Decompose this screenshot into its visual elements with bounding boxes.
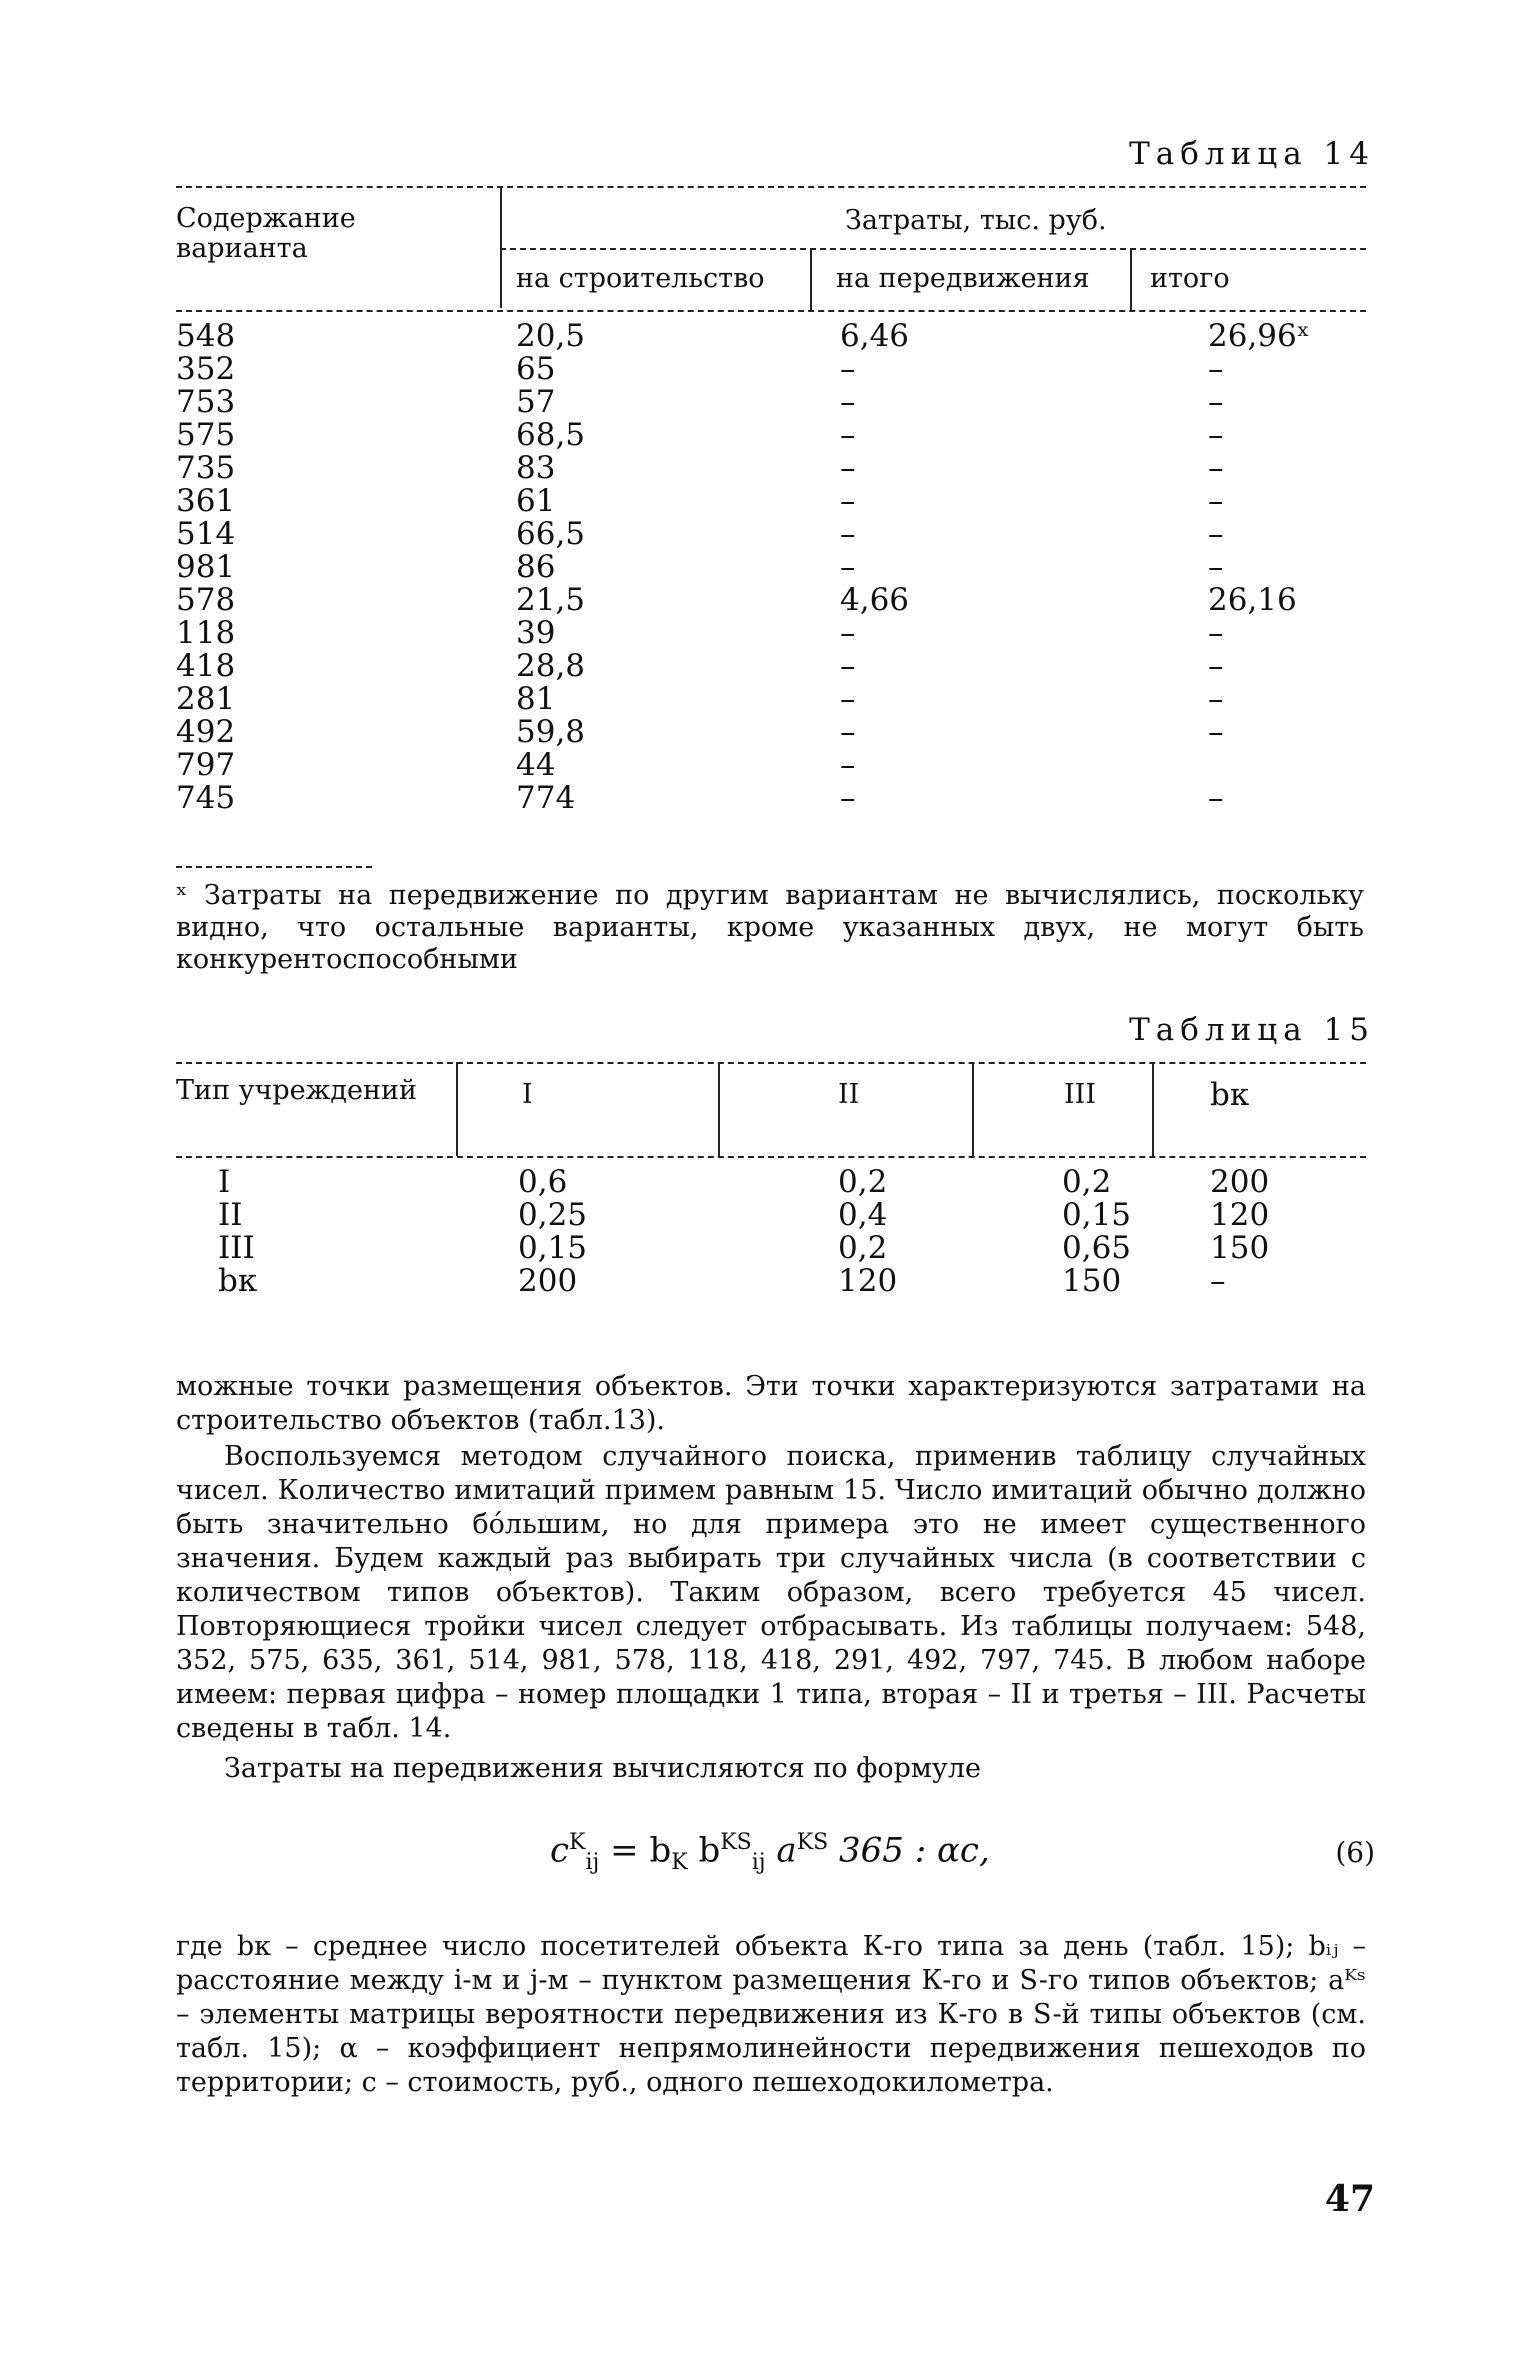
table-cell: 120 bbox=[838, 1263, 898, 1299]
table-cell: 735 bbox=[176, 450, 236, 486]
table15-vline-1 bbox=[456, 1062, 458, 1156]
formula-a-sup: KS bbox=[796, 1830, 829, 1855]
formula-eq: = b bbox=[599, 1830, 672, 1871]
table-cell: 0,6 bbox=[518, 1164, 568, 1200]
formula-a: a bbox=[765, 1830, 797, 1871]
table-cell: 26,16 bbox=[1208, 582, 1297, 618]
table-cell: 548 bbox=[176, 318, 236, 354]
table-cell: 200 bbox=[1210, 1164, 1270, 1200]
table-cell: – bbox=[840, 516, 856, 552]
table14-col-variant bbox=[176, 320, 235, 815]
table-cell: 81 bbox=[516, 681, 556, 717]
paragraph-where: где bк – среднее число посетителей объекта К-го типа за день (табл. 15); bᵢⱼ – расстояние между i-м и j-м – пунктом размещения К-го и S-го типов объектов; aᴷˢ – элементы матрицы вероятности передвижения из К-го в S-й типы объектов (см. табл. 15); α – коэффициент непрямолинейности передвижения пешеходов по территории; c – стоимость, руб., одного пешеходокилометра. bbox=[176, 1931, 1366, 2098]
table-cell: – bbox=[840, 417, 856, 453]
table-cell: – bbox=[1208, 483, 1224, 519]
table-cell: 774 bbox=[516, 780, 576, 816]
table14-header-total: итого bbox=[1150, 263, 1230, 294]
table-cell: 281 bbox=[176, 681, 236, 717]
table-cell: 981 bbox=[176, 549, 236, 585]
table15-header-c4: bк bbox=[1210, 1077, 1250, 1113]
table-cell: – bbox=[1208, 384, 1224, 420]
table-cell: 28,8 bbox=[516, 648, 586, 684]
table-cell: 514 bbox=[176, 516, 236, 552]
formula-b2: b bbox=[687, 1830, 721, 1871]
table-cell: 20,5 bbox=[516, 318, 586, 354]
table-cell: 21,5 bbox=[516, 582, 586, 618]
table14-col-total bbox=[1208, 320, 1310, 815]
table14-vline-1 bbox=[500, 186, 502, 308]
table-cell: I bbox=[218, 1164, 231, 1200]
formula-tail: 365 : αc, bbox=[828, 1830, 990, 1871]
paragraph-1: можные точки размещения объектов. Эти точки характеризуются затратами на строительство объектов (табл.13). bbox=[176, 1371, 1366, 1436]
table-cell: – bbox=[840, 714, 856, 750]
table-cell: – bbox=[840, 780, 856, 816]
table-cell: III bbox=[218, 1230, 255, 1266]
table14-header-bottom-rule bbox=[176, 310, 1366, 312]
table15-col-c1 bbox=[518, 1166, 587, 1298]
table-cell: 578 bbox=[176, 582, 236, 618]
table-cell: – bbox=[1208, 417, 1224, 453]
table15-header-c1: I bbox=[522, 1079, 533, 1110]
page-number: 47 bbox=[1324, 2178, 1375, 2220]
formula-lhs-sup: K bbox=[569, 1830, 586, 1855]
table-cell: – bbox=[1208, 351, 1224, 387]
table14-col-movement bbox=[840, 320, 909, 815]
table-cell: 26,96ˣ bbox=[1208, 318, 1310, 354]
table-cell: 61 bbox=[516, 483, 556, 519]
formula-6 bbox=[550, 1830, 990, 1875]
table-cell: 66,5 bbox=[516, 516, 586, 552]
paragraph-3: Затраты на передвижения вычисляются по формуле bbox=[224, 1753, 981, 1784]
table14-vline-2 bbox=[810, 250, 812, 310]
table-cell: 44 bbox=[516, 747, 556, 783]
table-cell: – bbox=[1208, 780, 1224, 816]
table-cell: – bbox=[840, 483, 856, 519]
table15-header-c3: III bbox=[1064, 1079, 1096, 1110]
table-cell: – bbox=[840, 747, 856, 783]
table-cell: 0,4 bbox=[838, 1197, 888, 1233]
table-cell: 57 bbox=[516, 384, 556, 420]
table-cell: II bbox=[218, 1197, 243, 1233]
footnote: ˣ Затраты на передвижение по другим вариантам не вычислялись, поскольку видно, что остальные варианты, кроме указанных двух, не могут быть конкурентоспособными bbox=[176, 880, 1364, 975]
table-cell: 0,15 bbox=[518, 1230, 588, 1266]
table-cell: 118 bbox=[176, 615, 236, 651]
table15-caption: Таблица 15 bbox=[1129, 1012, 1375, 1048]
table-cell: 150 bbox=[1210, 1230, 1270, 1266]
table-cell: – bbox=[1208, 648, 1224, 684]
table-cell: 6,46 bbox=[840, 318, 910, 354]
table15-vline-4 bbox=[1152, 1062, 1154, 1156]
table-cell: 361 bbox=[176, 483, 236, 519]
table15-vline-2 bbox=[718, 1062, 720, 1156]
table-cell: 418 bbox=[176, 648, 236, 684]
table15-top-rule bbox=[176, 1062, 1366, 1064]
table-cell: 0,25 bbox=[518, 1197, 588, 1233]
table-cell: – bbox=[1208, 714, 1224, 750]
formula-b2-sup: KS bbox=[720, 1830, 752, 1855]
table-cell: 753 bbox=[176, 384, 236, 420]
table-cell: 83 bbox=[516, 450, 556, 486]
table-cell: – bbox=[840, 384, 856, 420]
table14-header-movement: на передвижения bbox=[836, 263, 1090, 294]
table-cell: 745 bbox=[176, 780, 236, 816]
table-cell: 797 bbox=[176, 747, 236, 783]
table-cell: – bbox=[840, 450, 856, 486]
table-cell: 575 bbox=[176, 417, 236, 453]
table-cell: – bbox=[840, 615, 856, 651]
table-cell: 0,65 bbox=[1062, 1230, 1132, 1266]
table15-header-c2: II bbox=[838, 1079, 860, 1110]
table-cell: 200 bbox=[518, 1263, 578, 1299]
table15-header-type: Тип учреждений bbox=[176, 1075, 418, 1106]
table-cell: 120 bbox=[1210, 1197, 1270, 1233]
table-cell: – bbox=[1208, 516, 1224, 552]
table14-vline-3 bbox=[1130, 250, 1132, 310]
table-cell: 59,8 bbox=[516, 714, 586, 750]
table-cell: 150 bbox=[1062, 1263, 1122, 1299]
table15-vline-3 bbox=[972, 1062, 974, 1156]
table14-header-construction: на строительство bbox=[516, 263, 765, 294]
table15-header-bottom-rule bbox=[176, 1156, 1366, 1158]
table-cell: 0,2 bbox=[838, 1230, 888, 1266]
table-cell: 0,2 bbox=[1062, 1164, 1112, 1200]
paragraph-2: Воспользуемся методом случайного поиска, применив таблицу случайных чисел. Количество имитаций примем равным 15. Число имитаций обычно должно быть значительно бо́льшим, но для примера это не имеет существенного значения. Будем каждый раз выбирать три случайных числа (в соответствии с количеством типов объектов). Таким образом, всего требуется 45 чисел. Повторяющиеся тройки чисел следует отбрасывать. Из таблицы получаем: 548, 352, 575, 635, 361, 514, 981, 578, 118, 418, 291, 492, 797, 745. В любом наборе имеем: первая цифра – номер площадки 1 типа, вторая – II и третья – III. Расчеты сведены в табл. 14. bbox=[176, 1441, 1366, 1744]
table-cell: 0,15 bbox=[1062, 1197, 1132, 1233]
table14-header-costs: Затраты, тыс. руб. bbox=[845, 205, 1107, 236]
table-cell: 39 bbox=[516, 615, 556, 651]
table15-col-c4 bbox=[1210, 1166, 1269, 1298]
table15-col-c2 bbox=[838, 1166, 897, 1298]
table-cell: – bbox=[840, 648, 856, 684]
table-cell: – bbox=[840, 681, 856, 717]
table14-subheader-rule bbox=[500, 248, 1366, 250]
table-cell: – bbox=[1208, 681, 1224, 717]
equation-number: (6) bbox=[1335, 1836, 1375, 1869]
table-cell: – bbox=[1208, 549, 1224, 585]
table-cell: – bbox=[1208, 450, 1224, 486]
table14-caption: Таблица 14 bbox=[1129, 136, 1375, 172]
table-cell: 68,5 bbox=[516, 417, 586, 453]
formula-lhs-sub: ij bbox=[585, 1850, 600, 1876]
table-cell bbox=[1208, 749, 1310, 782]
table-cell: 0,2 bbox=[838, 1164, 888, 1200]
table15-col-type bbox=[218, 1166, 257, 1298]
table-cell: – bbox=[1208, 615, 1224, 651]
table-cell: bк bbox=[218, 1263, 258, 1299]
table-cell: 86 bbox=[516, 549, 556, 585]
table-cell: – bbox=[840, 351, 856, 387]
table14-header-variant: Содержание варианта bbox=[176, 203, 356, 264]
formula-b-sub: K bbox=[671, 1850, 688, 1876]
table-cell: 352 bbox=[176, 351, 236, 387]
table15-col-c3 bbox=[1062, 1166, 1131, 1298]
table-cell: – bbox=[840, 549, 856, 585]
table-cell: – bbox=[1210, 1263, 1226, 1299]
table-cell: 65 bbox=[516, 351, 556, 387]
table14-col-construction bbox=[516, 320, 585, 815]
formula-b2-sub: ij bbox=[751, 1850, 766, 1876]
formula-lhs: c bbox=[550, 1830, 570, 1871]
footnote-rule bbox=[176, 866, 372, 868]
table-cell: 492 bbox=[176, 714, 236, 750]
table14-top-rule bbox=[176, 186, 1366, 188]
table-cell: 4,66 bbox=[840, 582, 910, 618]
